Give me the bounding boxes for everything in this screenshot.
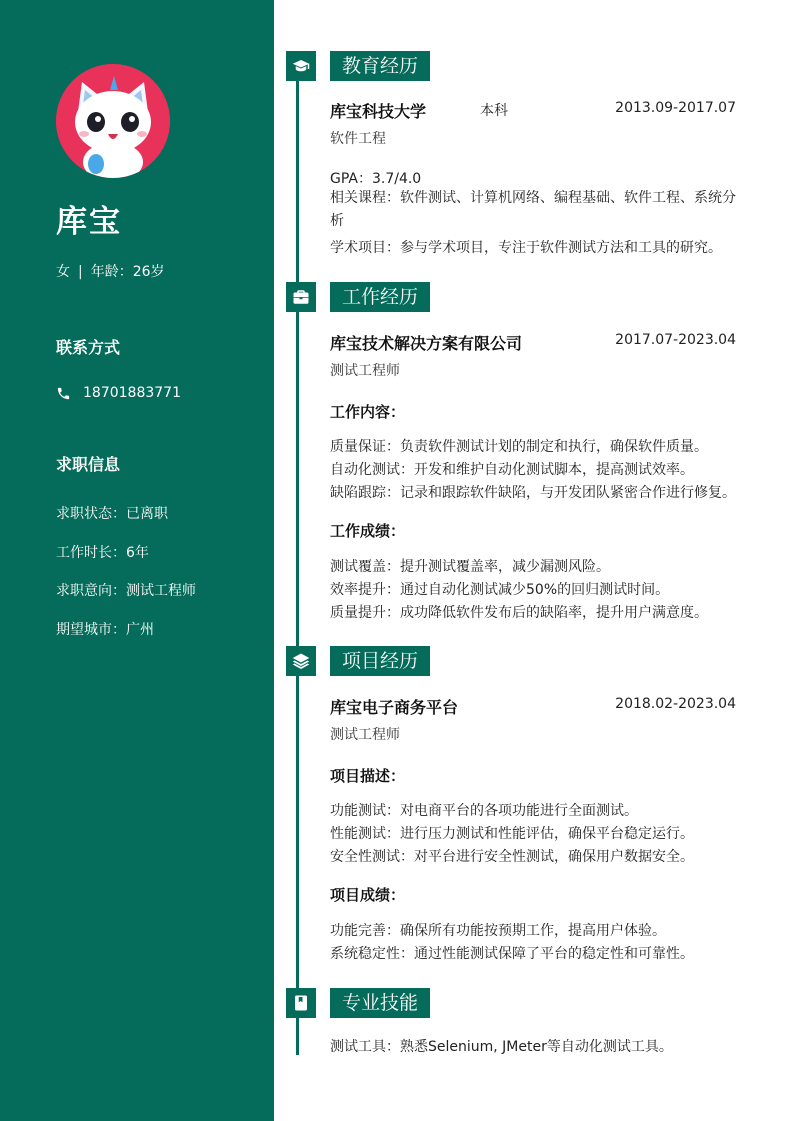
profile-meta — [56, 261, 165, 281]
work-section-icon — [286, 282, 316, 312]
education-major: 软件工程 — [330, 131, 386, 147]
work-title: 工作经历 — [330, 282, 430, 312]
project-desc-item: 性能测试：进行压力测试和性能评估，确保平台稳定运行。 — [330, 826, 694, 842]
phone-number[interactable]: 18701883771 — [83, 385, 181, 401]
project-name: 库宝电子商务平台 — [330, 698, 459, 717]
education-degree: 本科 — [480, 103, 508, 119]
education-gpa: GPA：3.7/4.0 — [330, 171, 422, 187]
project-role: 测试工程师 — [330, 727, 400, 743]
project-result-item: 功能完善：确保所有功能按预期工作，提高用户体验。 — [330, 923, 666, 939]
contact-heading: 联系方式 — [56, 338, 121, 357]
education-date: 2013.09-2017.07 — [615, 100, 736, 116]
project-desc-heading: 项目描述： — [330, 767, 406, 785]
layers-icon — [292, 652, 310, 670]
work-content-item: 缺陷跟踪：记录和跟踪软件缺陷，与开发团队紧密合作进行修复。 — [330, 485, 736, 501]
gender: 女 — [56, 264, 70, 280]
work-date: 2017.07-2023.04 — [615, 332, 736, 348]
education-school: 库宝科技大学 — [330, 102, 427, 121]
education-title: 教育经历 — [330, 51, 430, 81]
work-result-item: 效率提升：通过自动化测试减少50%的回归测试时间。 — [330, 582, 670, 598]
profile-name: 库宝 — [56, 204, 122, 240]
work-content-item: 质量保证：负责软件测试计划的制定和执行，确保软件质量。 — [330, 439, 708, 455]
education-courses: 相关课程：软件测试、计算机网络、编程基础、软件工程、系统分析 — [330, 190, 736, 229]
skills-tools: 测试工具：熟悉Selenium, JMeter等自动化测试工具。 — [330, 1039, 673, 1055]
job-heading: 求职信息 — [56, 455, 121, 474]
skills-title: 专业技能 — [330, 988, 430, 1018]
timeline-line — [296, 60, 299, 1055]
work-result-item: 质量提升：成功降低软件发布后的缺陷率，提升用户满意度。 — [330, 605, 708, 621]
age: 年龄：26岁 — [90, 264, 165, 280]
skills-section-icon — [286, 988, 316, 1018]
work-results-heading: 工作成绩： — [330, 522, 406, 540]
job-city: 期望城市：广州 — [56, 622, 154, 638]
project-desc-item: 功能测试：对电商平台的各项功能进行全面测试。 — [330, 803, 638, 819]
project-section-icon — [286, 646, 316, 676]
education-section-icon — [286, 51, 316, 81]
phone-row — [56, 385, 181, 401]
sidebar — [0, 0, 274, 1121]
work-role: 测试工程师 — [330, 363, 400, 379]
mascot-avatar-icon — [56, 64, 170, 178]
work-content-item: 自动化测试：开发和维护自动化测试脚本，提高测试效率。 — [330, 462, 694, 478]
book-icon — [292, 994, 310, 1012]
job-status: 求职状态：已离职 — [56, 506, 168, 522]
project-date: 2018.02-2023.04 — [615, 696, 736, 712]
work-result-item: 测试覆盖：提升测试覆盖率，减少漏测风险。 — [330, 559, 610, 575]
work-content-heading: 工作内容： — [330, 403, 406, 421]
job-intent: 求职意向：测试工程师 — [56, 583, 196, 599]
education-project: 学术项目：参与学术项目，专注于软件测试方法和工具的研究。 — [330, 240, 722, 256]
project-result-item: 系统稳定性：通过性能测试保障了平台的稳定性和可靠性。 — [330, 946, 694, 962]
project-results-heading: 项目成绩： — [330, 886, 406, 904]
project-desc-item: 安全性测试：对平台进行安全性测试，确保用户数据安全。 — [330, 849, 694, 865]
work-company: 库宝技术解决方案有限公司 — [330, 334, 523, 353]
phone-icon — [56, 386, 71, 401]
meta-separator: | — [78, 264, 83, 280]
job-years: 工作时长：6年 — [56, 545, 149, 561]
briefcase-icon — [292, 288, 310, 306]
avatar — [56, 64, 170, 178]
graduation-cap-icon — [292, 57, 310, 75]
project-title: 项目经历 — [330, 646, 430, 676]
